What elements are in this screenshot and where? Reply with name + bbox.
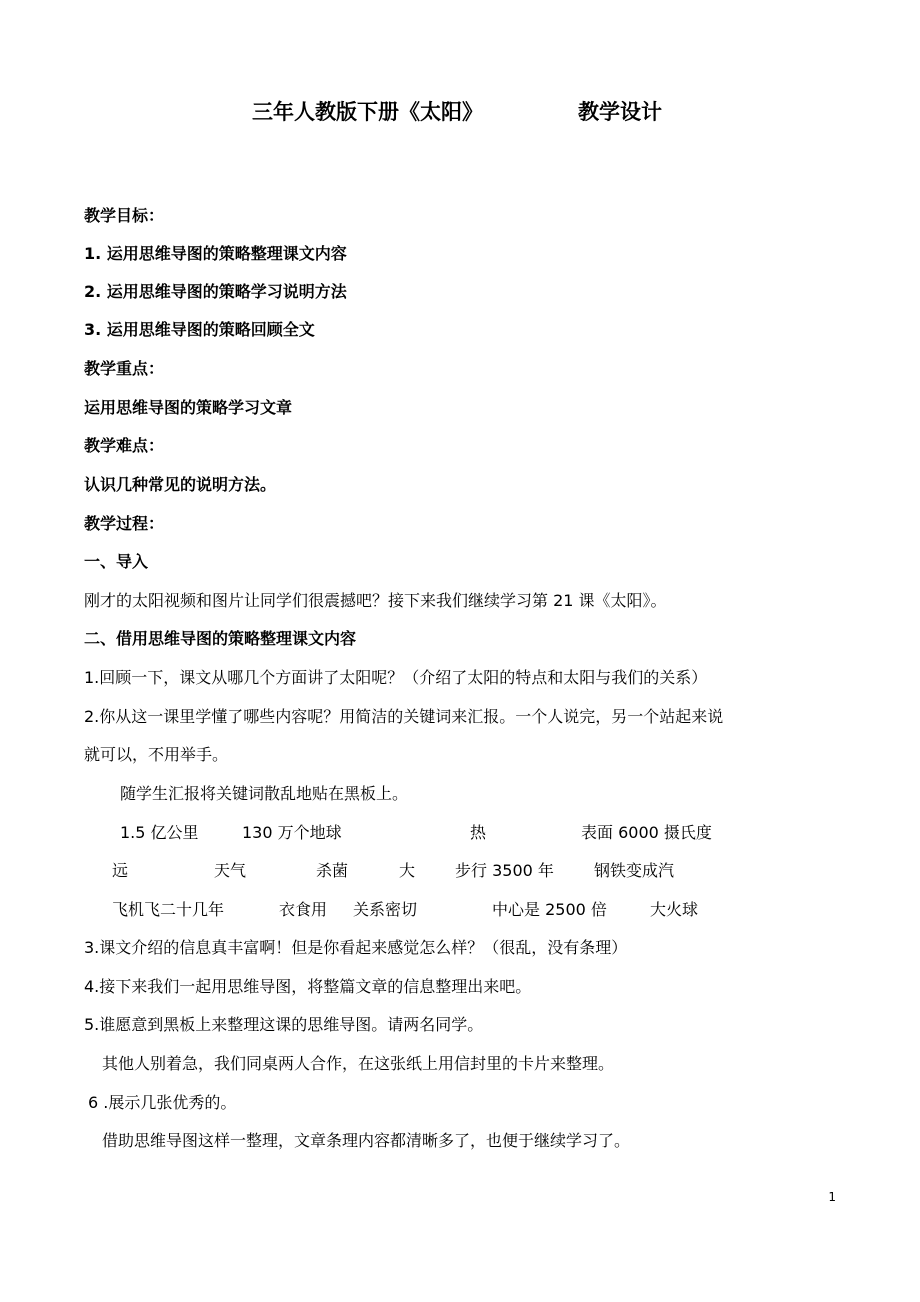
keyword: 飞机飞二十几年 (112, 900, 225, 919)
step-2-line1: 2.你从这一课里学懂了哪些内容呢？用简洁的关键词来汇报。一个人说完，另一个站起来说 (84, 707, 724, 726)
keyword: 天气 (214, 861, 247, 880)
title-suffix: 教学设计 (578, 100, 662, 124)
key-text: 运用思维导图的策略学习文章 (84, 398, 293, 417)
part2-heading: 二、借用思维导图的策略整理课文内容 (84, 629, 357, 648)
keyword: 钢铁变成汽 (594, 861, 675, 880)
step-6-note: 借助思维导图这样一整理，文章条理内容都清晰多了，也便于继续学习了。 (102, 1131, 631, 1150)
board-note: 随学生汇报将关键词散乱地贴在黑板上。 (120, 784, 409, 803)
goal-item: 3. 运用思维导图的策略回顾全文 (84, 320, 315, 339)
keyword: 步行 3500 年 (455, 861, 554, 880)
step-4: 4.接下来我们一起用思维导图，将整篇文章的信息整理出来吧。 (84, 977, 532, 996)
step-6: 6 .展示几张优秀的。 (88, 1093, 237, 1112)
keyword: 表面 6000 摄氏度 (581, 823, 712, 842)
step-5-note: 其他人别着急，我们同桌两人合作，在这张纸上用信封里的卡片来整理。 (102, 1054, 615, 1073)
process-heading: 教学过程： (84, 514, 165, 533)
keyword: 关系密切 (353, 900, 418, 919)
part1-heading: 一、导入 (84, 552, 149, 571)
keyword: 杀菌 (316, 861, 349, 880)
goals-heading: 教学目标： (84, 206, 165, 225)
goal-item: 1. 运用思维导图的策略整理课文内容 (84, 244, 347, 263)
keyword: 130 万个地球 (242, 823, 342, 842)
keyword: 衣食用 (279, 900, 328, 919)
document-title (0, 96, 920, 126)
step-1: 1.回顾一下，课文从哪几个方面讲了太阳呢？（介绍了太阳的特点和太阳与我们的关系） (84, 668, 708, 687)
page-number: 1 (828, 1190, 836, 1204)
title-main: 三年人教版下册《太阳》 (252, 100, 483, 124)
keyword: 大 (399, 861, 416, 880)
step-2-line2: 就可以，不用举手。 (84, 745, 229, 764)
part1-text: 刚才的太阳视频和图片让同学们很震撼吧？接下来我们继续学习第 21 课《太阳》。 (84, 591, 667, 610)
keyword: 热 (470, 823, 487, 842)
goal-item: 2. 运用思维导图的策略学习说明方法 (84, 282, 347, 301)
keyword: 大火球 (650, 900, 699, 919)
step-5: 5.谁愿意到黑板上来整理这课的思维导图。请两名同学。 (84, 1015, 484, 1034)
keyword: 远 (112, 861, 129, 880)
difficulty-heading: 教学难点： (84, 436, 165, 455)
step-3: 3.课文介绍的信息真丰富啊！但是你看起来感觉怎么样？（很乱，没有条理） (84, 938, 628, 957)
keyword: 1.5 亿公里 (120, 823, 199, 842)
key-heading: 教学重点： (84, 359, 165, 378)
difficulty-text: 认识几种常见的说明方法。 (84, 475, 277, 494)
keyword: 中心是 2500 倍 (492, 900, 607, 919)
